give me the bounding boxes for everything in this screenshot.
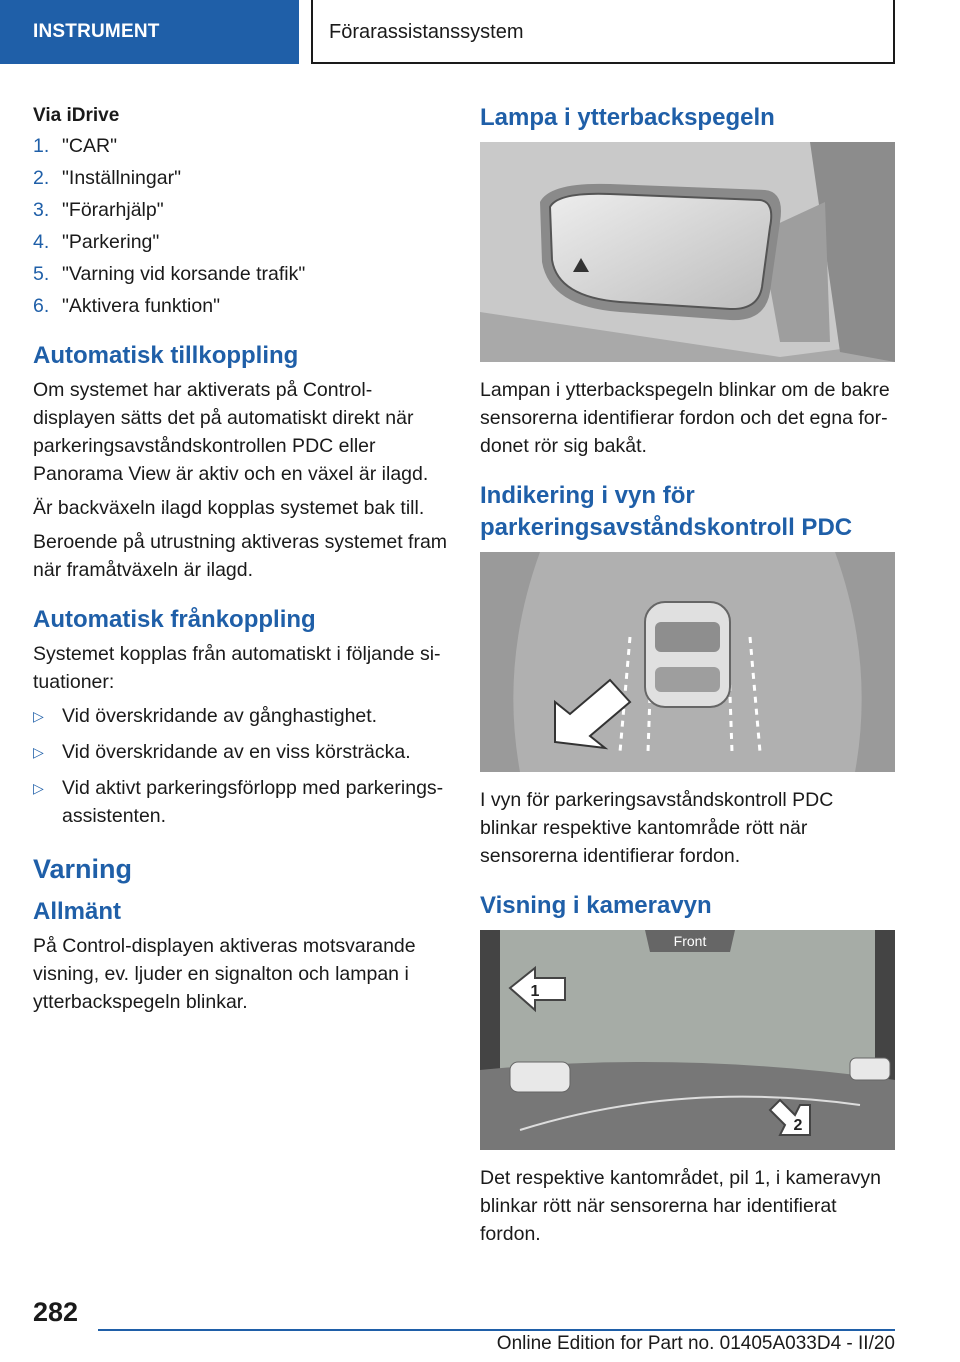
- warning-heading: Varning: [33, 854, 133, 884]
- general-heading: Allmänt: [33, 898, 122, 925]
- step-text: "CAR": [62, 135, 118, 157]
- mirror-illustration: [480, 142, 895, 362]
- page-header: [0, 0, 960, 66]
- list-item: [33, 292, 448, 320]
- step-text: "Varning vid korsande trafik": [62, 263, 306, 285]
- list-item: [33, 260, 448, 288]
- bullet-text: Vid överskridande av en viss körsträcka.: [62, 741, 411, 763]
- via-idrive-title: Via iDrive: [33, 105, 120, 126]
- page-number: 282: [33, 1297, 79, 1327]
- mirror-paragraph-1: Lampan i ytterbackspegeln blinkar om de bakre sensorerna identifierar fordon och det egna fordonet rör sig bakåt.: [480, 379, 890, 457]
- step-number: 5.: [33, 263, 50, 285]
- pdc-view-illustration: [480, 552, 895, 772]
- front-label: Front: [673, 933, 707, 949]
- triangle-bullet-icon: ▷: [33, 708, 44, 724]
- arrow-1-label: 1: [530, 983, 540, 1000]
- camera-heading: Visning i kameravyn: [480, 892, 712, 919]
- step-number: 1.: [33, 135, 50, 157]
- triangle-bullet-icon: ▷: [33, 780, 44, 796]
- chapter-title: Förarassistanssystem: [311, 0, 895, 64]
- list-item: [33, 738, 448, 766]
- step-text: "Förarhjälp": [62, 199, 164, 221]
- right-column: [480, 102, 895, 1254]
- section-tab[interactable]: INSTRUMENT: [0, 0, 299, 64]
- list-item: [33, 132, 448, 160]
- step-text: "Inställningar": [62, 167, 181, 189]
- list-item: [33, 228, 448, 256]
- auto-off-paragraph-1: Systemet kopplas från automatiskt i följande situationer:: [33, 643, 441, 693]
- camera-paragraph-1: Det respektive kantområdet, pil 1, i kameravyn blinkar rött när sensorerna har identifierat fordon.: [480, 1167, 882, 1245]
- pdc-heading: Indikering i vyn för parkeringsavståndskontroll PDC: [480, 482, 853, 541]
- auto-on-paragraph-1: Om systemet har aktiverats på Control-displayen sätts det på automatiskt direkt när parkeringsavståndskontrollen PDC eller Panorama View är aktiv och en växel är ilagd.: [33, 379, 429, 485]
- list-item: [33, 774, 448, 830]
- step-number: 3.: [33, 199, 50, 221]
- step-number: 4.: [33, 231, 50, 253]
- step-text: "Parkering": [62, 231, 160, 253]
- mirror-heading: Lampa i ytterbackspegeln: [480, 104, 775, 131]
- auto-on-paragraph-3: Beroende på utrustning aktiveras systemet fram när framåtväxeln är ilagd.: [33, 531, 448, 581]
- list-item: [33, 164, 448, 192]
- idrive-steps-list: [33, 132, 448, 320]
- auto-on-heading: Automatisk tillkoppling: [33, 342, 299, 369]
- list-item: [33, 702, 448, 730]
- arrow-2-label: 2: [793, 1117, 803, 1134]
- pdc-paragraph-1: I vyn för parkeringsavståndskontroll PDC blinkar respektive kantområde rött när sensorerna identifierar fordon.: [480, 789, 834, 867]
- edition-link[interactable]: Online Edition for Part no. 01405A033D4 - II/20: [496, 1333, 895, 1354]
- step-text: "Aktivera funktion": [62, 295, 220, 317]
- triangle-bullet-icon: ▷: [33, 744, 44, 760]
- step-number: 6.: [33, 295, 50, 317]
- general-paragraph-1: På Control-displayen aktiveras motsvarande visning, ev. ljuder en signalton och lampan i ytterbackspegeln blinkar.: [33, 935, 416, 1013]
- auto-off-heading: Automatisk frånkoppling: [33, 606, 316, 633]
- bullet-text: Vid överskridande av gånghastighet.: [62, 705, 378, 727]
- footer-divider: [98, 1329, 895, 1331]
- camera-view-illustration: [480, 930, 895, 1150]
- list-item: [33, 196, 448, 224]
- auto-off-bullets: [33, 702, 448, 830]
- step-number: 2.: [33, 167, 50, 189]
- auto-on-paragraph-2: Är backväxeln ilagd kopplas systemet bak till.: [33, 497, 425, 519]
- left-column: [33, 102, 448, 1022]
- bullet-text: Vid aktivt parkeringsförlopp med parkeringsassistenten.: [62, 777, 444, 827]
